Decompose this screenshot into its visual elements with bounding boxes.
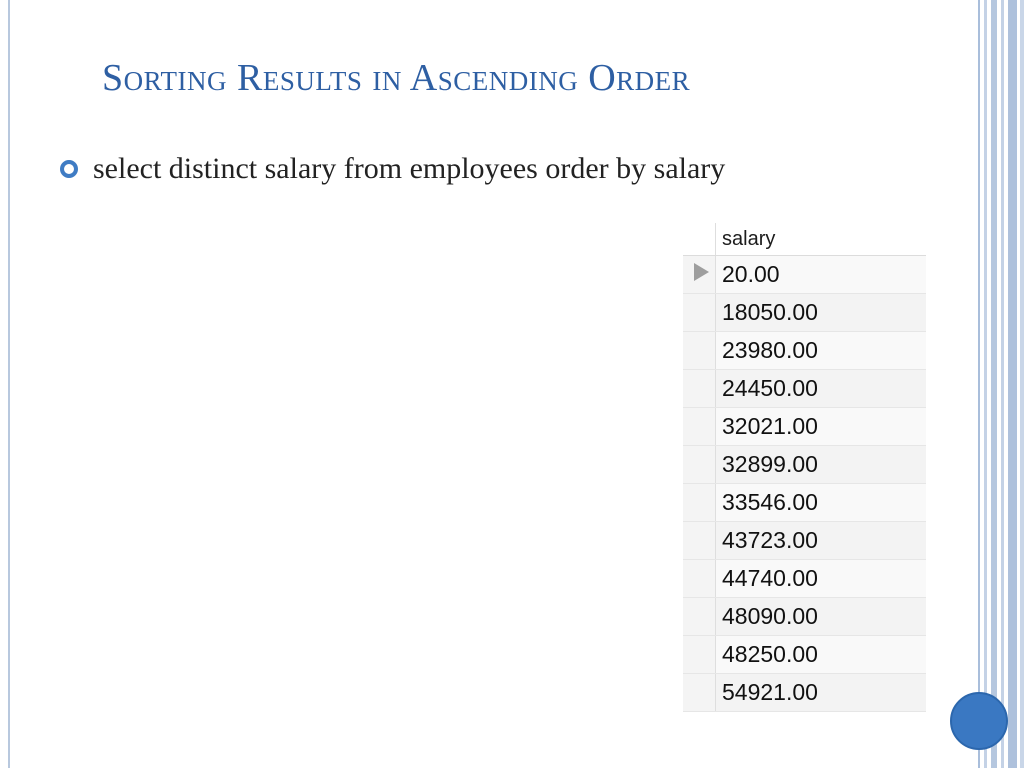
row-selector[interactable]	[683, 598, 716, 636]
salary-cell[interactable]: 43723.00	[716, 522, 927, 560]
table-row[interactable]	[683, 332, 926, 370]
stripe	[1008, 0, 1017, 768]
table-row[interactable]	[683, 636, 926, 674]
table-row[interactable]	[683, 522, 926, 560]
table-row[interactable]	[683, 484, 926, 522]
stripe	[978, 0, 980, 768]
stripe	[1001, 0, 1004, 768]
play-arrow-icon	[694, 263, 709, 281]
row-selector[interactable]	[683, 408, 716, 446]
bullet-item	[60, 152, 725, 186]
salary-cell[interactable]: 23980.00	[716, 332, 927, 370]
ring-bullet-icon	[60, 160, 78, 178]
salary-cell[interactable]: 44740.00	[716, 560, 927, 598]
stripe	[991, 0, 997, 768]
corner-circle-decoration	[950, 692, 1008, 750]
left-border-rule	[8, 0, 10, 768]
table-row[interactable]	[683, 408, 926, 446]
table-row[interactable]	[683, 674, 926, 712]
salary-cell[interactable]: 20.00	[716, 256, 927, 294]
table-row[interactable]	[683, 256, 926, 294]
table-row[interactable]	[683, 370, 926, 408]
row-selector[interactable]	[683, 294, 716, 332]
stripe	[1020, 0, 1024, 768]
salary-cell[interactable]: 18050.00	[716, 294, 927, 332]
row-selector[interactable]	[683, 674, 716, 712]
result-grid-header-row	[683, 223, 926, 256]
row-selector[interactable]	[683, 522, 716, 560]
row-selector[interactable]	[683, 484, 716, 522]
right-decorative-stripes	[978, 0, 1024, 768]
row-selector[interactable]	[683, 332, 716, 370]
salary-cell[interactable]: 54921.00	[716, 674, 927, 712]
row-selector[interactable]	[683, 636, 716, 674]
salary-cell[interactable]: 24450.00	[716, 370, 927, 408]
stripe	[984, 0, 987, 768]
salary-cell[interactable]: 32021.00	[716, 408, 927, 446]
table-row[interactable]	[683, 446, 926, 484]
salary-cell[interactable]: 48090.00	[716, 598, 927, 636]
slide-title: Sorting Results in Ascending Order	[102, 57, 691, 99]
row-selector[interactable]	[683, 370, 716, 408]
row-selector[interactable]	[683, 560, 716, 598]
result-grid	[683, 223, 926, 712]
sql-query-text: select distinct salary from employees order by salary	[93, 152, 726, 185]
table-row[interactable]	[683, 294, 926, 332]
table-row[interactable]	[683, 560, 926, 598]
row-selector[interactable]	[683, 446, 716, 484]
row-header-gutter	[683, 223, 716, 256]
column-header-salary[interactable]: salary	[716, 223, 927, 256]
salary-cell[interactable]: 33546.00	[716, 484, 927, 522]
row-selector[interactable]	[683, 256, 716, 294]
salary-cell[interactable]: 48250.00	[716, 636, 927, 674]
salary-cell[interactable]: 32899.00	[716, 446, 927, 484]
table-row[interactable]	[683, 598, 926, 636]
